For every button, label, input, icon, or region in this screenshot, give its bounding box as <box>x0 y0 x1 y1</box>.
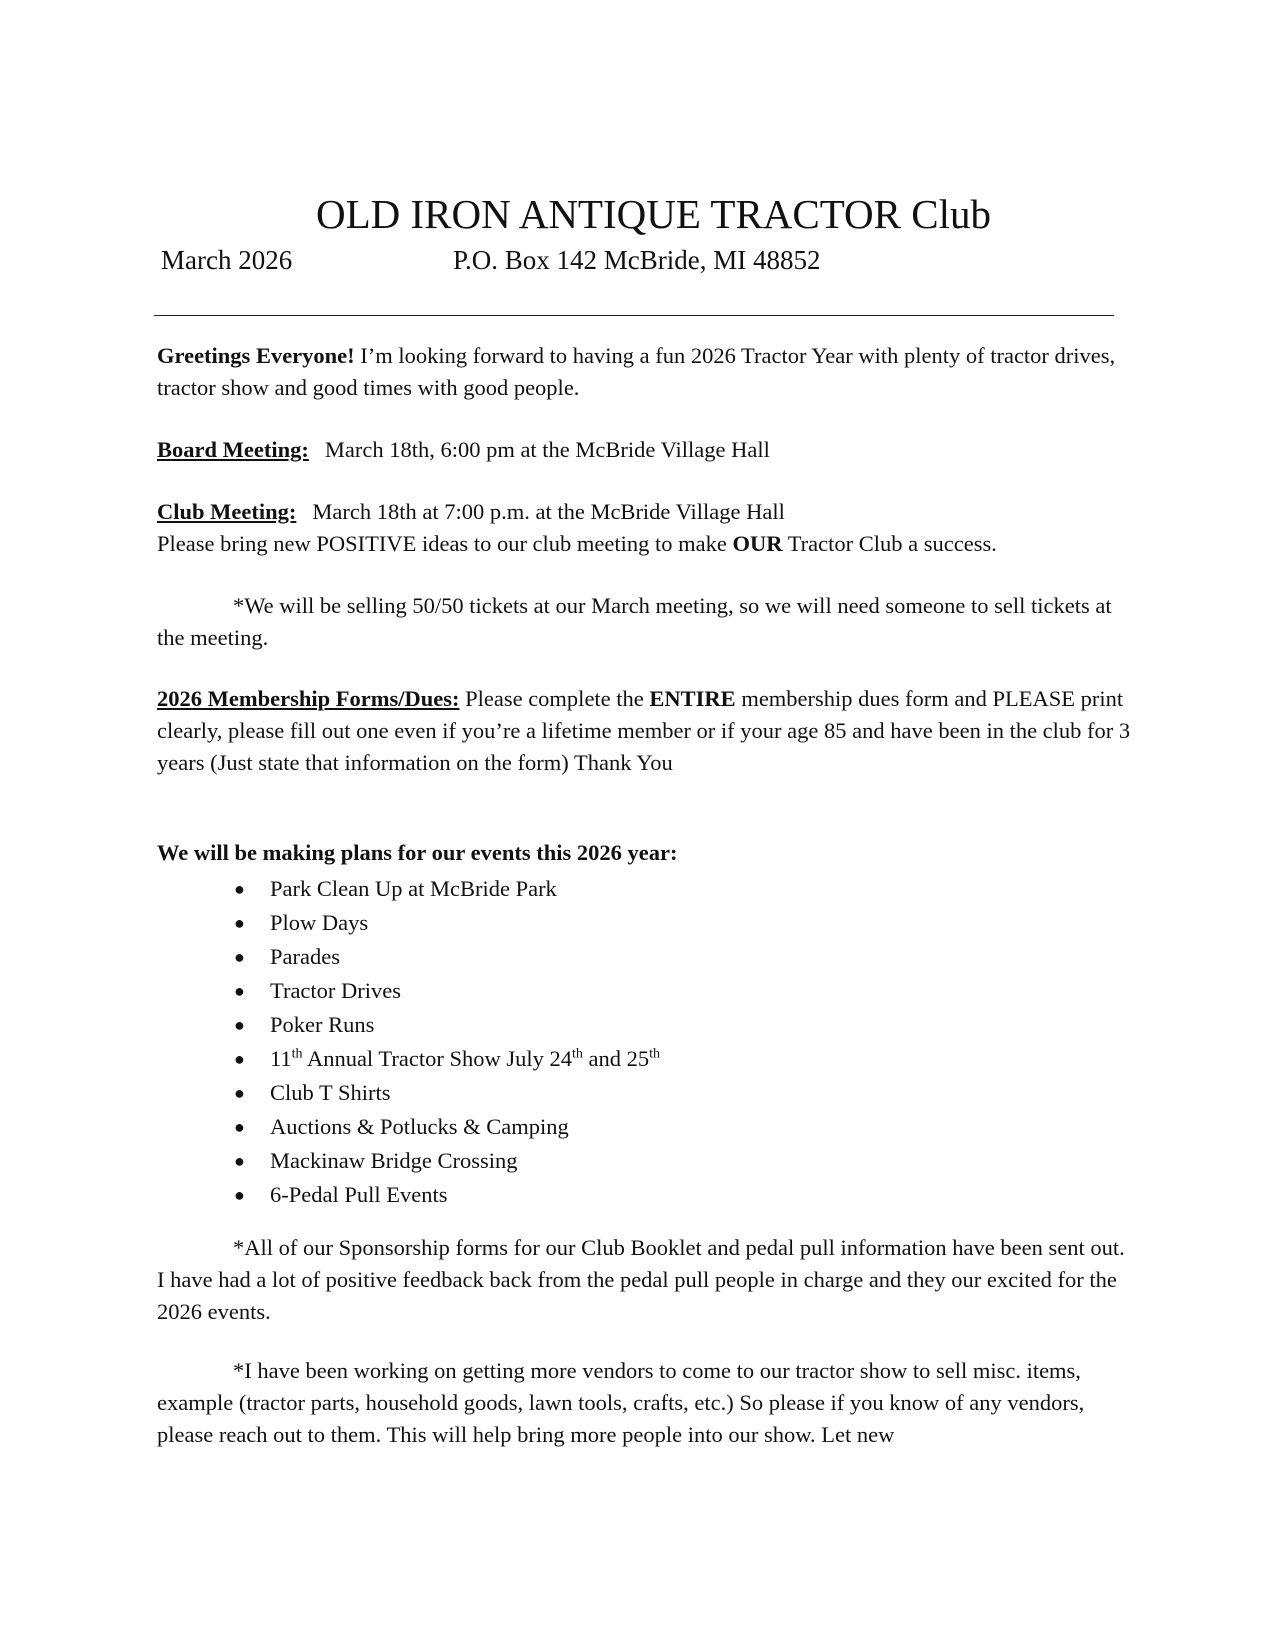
bullet-icon: ● <box>234 913 245 933</box>
vendors-note: *I have been working on getting more vendors to come to our tractor show to sell misc. items, example (tractor parts, household goods, lawn tools, crafts, etc.) So please if you know of any vendors, please reach out to them. This will help bring more people into our show. Let new <box>157 1358 1085 1447</box>
membership-text-bold: ENTIRE <box>649 686 736 711</box>
bullet-icon: ● <box>234 1015 245 1035</box>
bullet-icon: ● <box>234 1049 245 1069</box>
greeting-lead: Greetings Everyone! <box>157 343 355 368</box>
membership-label: 2026 Membership Forms/Dues: <box>157 686 460 711</box>
tickets-note: *We will be selling 50/50 tickets at our March meeting, so we will need someone to sell tickets at the meeting. <box>157 593 1112 650</box>
bullet-icon: ● <box>234 981 245 1001</box>
club-meeting-label: Club Meeting: <box>157 499 297 524</box>
club-meeting-text: March 18th at 7:00 p.m. at the McBride Village Hall <box>312 499 785 524</box>
page-title: OLD IRON ANTIQUE TRACTOR Club <box>316 191 991 237</box>
board-meeting-text: March 18th, 6:00 pm at the McBride Village Hall <box>324 437 770 462</box>
club-address: P.O. Box 142 McBride, MI 48852 <box>453 245 821 275</box>
header-divider <box>154 315 1114 316</box>
sponsorship-note: *All of our Sponsorship forms for our Club Booklet and pedal pull information have been sent out. I have had a lot of positive feedback back from the pedal pull people in charge and they our excited for the 2026 events. <box>157 1235 1125 1324</box>
bullet-icon: ● <box>234 947 245 967</box>
club-meeting-note-end: Tractor Club a success. <box>782 531 997 556</box>
bullet-icon: ● <box>234 1185 245 1205</box>
bullet-icon: ● <box>234 1151 245 1171</box>
vendors-paragraph <box>157 1355 1137 1451</box>
membership-section <box>157 683 1137 779</box>
list-item: ● Park Clean Up at McBride Park <box>230 872 660 906</box>
sponsorship-paragraph <box>157 1232 1137 1328</box>
list-item: ● 6-Pedal Pull Events <box>230 1178 660 1212</box>
list-item: ● Club T Shirts <box>230 1076 660 1110</box>
tickets-paragraph <box>157 590 1137 654</box>
list-item: ● Parades <box>230 940 660 974</box>
bullet-icon: ● <box>234 879 245 899</box>
greeting-paragraph <box>157 340 1137 404</box>
list-item: ● 11th Annual Tractor Show July 24th and 25th <box>230 1042 660 1076</box>
membership-text-end: membership dues form and PLEASE print clearly, please fill out one even if you’re a lifetime member or if your age 85 and have been in the club for 3 years (Just state that information on the form) Thank You <box>157 686 1131 775</box>
list-item: ● Poker Runs <box>230 1008 660 1042</box>
list-item: ● Plow Days <box>230 906 660 940</box>
list-item: ● Mackinaw Bridge Crossing <box>230 1144 660 1178</box>
greeting-text: I’m looking forward to having a fun 2026 Tractor Year with plenty of tractor drives, tractor show and good times with good people. <box>157 343 1116 400</box>
bullet-icon: ● <box>234 1117 245 1137</box>
bullet-icon: ● <box>234 1083 245 1103</box>
club-meeting-note-bold: OUR <box>732 531 783 556</box>
membership-text: Please complete the <box>459 686 650 711</box>
newsletter-date: March 2026 <box>161 245 293 275</box>
list-item: ● Tractor Drives <box>230 974 660 1008</box>
events-list <box>230 872 660 1212</box>
board-meeting-section <box>157 434 1137 466</box>
club-meeting-note: Please bring new POSITIVE ideas to our club meeting to make <box>157 531 733 556</box>
club-meeting-section <box>157 496 1137 560</box>
board-meeting-label: Board Meeting: <box>157 437 309 462</box>
list-item: ● Auctions & Potlucks & Camping <box>230 1110 660 1144</box>
events-heading: We will be making plans for our events this 2026 year: <box>157 840 678 865</box>
